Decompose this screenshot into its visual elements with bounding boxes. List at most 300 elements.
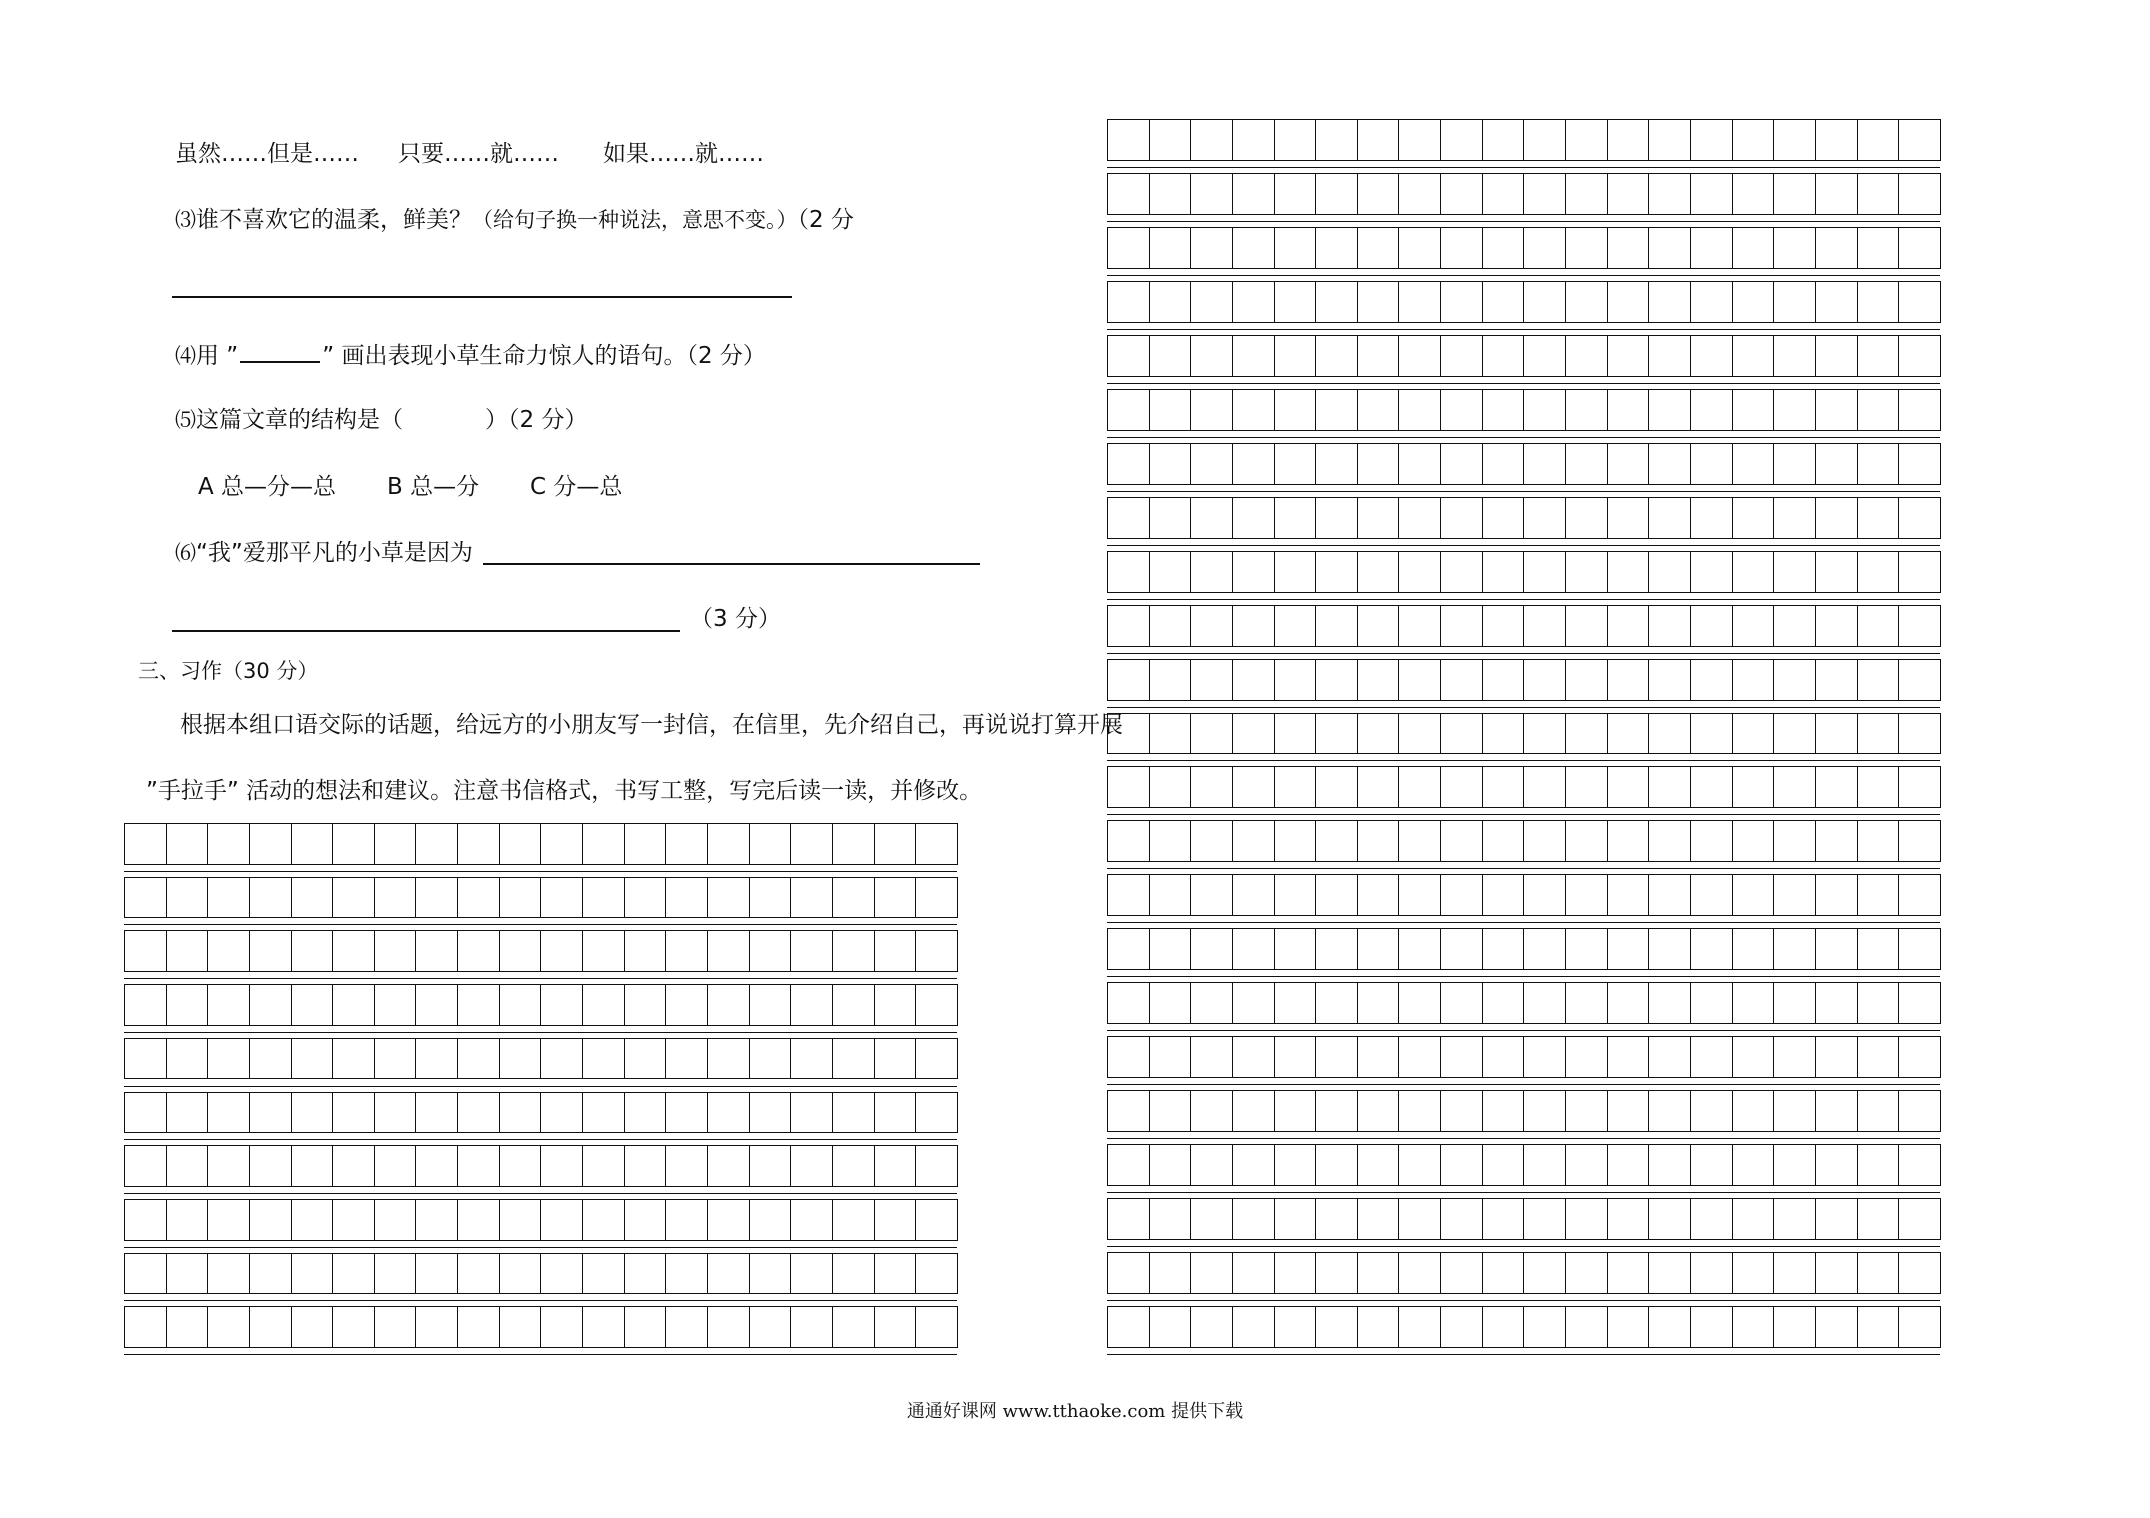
grid-cell[interactable] [1440, 605, 1483, 647]
grid-cell[interactable] [1648, 1090, 1691, 1132]
grid-cell[interactable] [291, 1306, 334, 1348]
grid-cell[interactable] [1357, 713, 1400, 755]
grid-cell[interactable] [1149, 713, 1192, 755]
grid-cell[interactable] [1190, 1144, 1233, 1186]
grid-cell[interactable] [1107, 1090, 1150, 1132]
grid-cell[interactable] [1523, 713, 1566, 755]
grid-cell[interactable] [582, 984, 625, 1026]
grid-cell[interactable] [207, 1253, 250, 1295]
writing-grid-left[interactable] [124, 823, 957, 1360]
grid-cell[interactable] [1482, 389, 1525, 431]
grid-cell[interactable] [665, 1253, 708, 1295]
grid-cell[interactable] [1857, 874, 1900, 916]
grid-cell[interactable] [1107, 227, 1150, 269]
grid-cell[interactable] [1523, 227, 1566, 269]
grid-cell[interactable] [1149, 173, 1192, 215]
grid-cell[interactable] [1773, 443, 1816, 485]
grid-cell[interactable] [874, 823, 917, 865]
grid-cell[interactable] [1648, 281, 1691, 323]
grid-cell[interactable] [1149, 605, 1192, 647]
grid-cell[interactable] [1107, 551, 1150, 593]
grid-cell[interactable] [1190, 281, 1233, 323]
grid-cell[interactable] [1440, 551, 1483, 593]
grid-cell[interactable] [1898, 1198, 1941, 1240]
grid-cell[interactable] [1898, 1036, 1941, 1078]
grid-cell[interactable] [790, 1199, 833, 1241]
grid-cell[interactable] [1482, 766, 1525, 808]
answer-line[interactable] [172, 630, 680, 632]
grid-cell[interactable] [457, 930, 500, 972]
grid-cell[interactable] [1232, 820, 1275, 862]
grid-cell[interactable] [1190, 1090, 1233, 1132]
grid-cell[interactable] [1440, 443, 1483, 485]
grid-cell[interactable] [1565, 928, 1608, 970]
grid-cell[interactable] [374, 984, 417, 1026]
grid-cell[interactable] [415, 823, 458, 865]
grid-cell[interactable] [665, 823, 708, 865]
grid-cell[interactable] [1607, 389, 1650, 431]
grid-cell[interactable] [1857, 119, 1900, 161]
grid-cell[interactable] [1648, 1036, 1691, 1078]
grid-cell[interactable] [1107, 605, 1150, 647]
grid-cell[interactable] [124, 984, 167, 1026]
grid-cell[interactable] [1315, 1036, 1358, 1078]
grid-cell[interactable] [1315, 713, 1358, 755]
grid-cell[interactable] [291, 877, 334, 919]
grid-cell[interactable] [624, 877, 667, 919]
grid-cell[interactable] [1107, 497, 1150, 539]
grid-cell[interactable] [832, 1253, 875, 1295]
grid-cell[interactable] [1523, 1198, 1566, 1240]
grid-cell[interactable] [291, 1253, 334, 1295]
grid-cell[interactable] [1107, 928, 1150, 970]
grid-cell[interactable] [1398, 389, 1441, 431]
grid-cell[interactable] [124, 1253, 167, 1295]
grid-cell[interactable] [707, 930, 750, 972]
grid-cell[interactable] [249, 1038, 292, 1080]
grid-cell[interactable] [1107, 443, 1150, 485]
grid-cell[interactable] [540, 823, 583, 865]
grid-cell[interactable] [1773, 766, 1816, 808]
grid-cell[interactable] [1607, 335, 1650, 377]
grid-cell[interactable] [1523, 1036, 1566, 1078]
grid-cell[interactable] [1648, 1198, 1691, 1240]
grid-cell[interactable] [1648, 928, 1691, 970]
grid-cell[interactable] [1732, 227, 1775, 269]
grid-cell[interactable] [1732, 713, 1775, 755]
grid-cell[interactable] [1107, 766, 1150, 808]
grid-cell[interactable] [1398, 928, 1441, 970]
grid-cell[interactable] [1648, 766, 1691, 808]
grid-cell[interactable] [1898, 1090, 1941, 1132]
grid-cell[interactable] [1190, 389, 1233, 431]
grid-cell[interactable] [1482, 443, 1525, 485]
grid-cell[interactable] [1315, 335, 1358, 377]
grid-cell[interactable] [1398, 874, 1441, 916]
grid-cell[interactable] [1773, 281, 1816, 323]
grid-cell[interactable] [1773, 1144, 1816, 1186]
answer-line[interactable] [172, 296, 792, 298]
grid-cell[interactable] [1565, 497, 1608, 539]
grid-cell[interactable] [1607, 1036, 1650, 1078]
grid-cell[interactable] [1149, 389, 1192, 431]
grid-cell[interactable] [1648, 173, 1691, 215]
grid-cell[interactable] [415, 1253, 458, 1295]
grid-cell[interactable] [1690, 281, 1733, 323]
grid-cell[interactable] [1357, 551, 1400, 593]
grid-cell[interactable] [1565, 1090, 1608, 1132]
grid-cell[interactable] [1898, 928, 1941, 970]
grid-cell[interactable] [1274, 443, 1317, 485]
grid-cell[interactable] [1732, 659, 1775, 701]
grid-cell[interactable] [1149, 1252, 1192, 1294]
grid-cell[interactable] [1482, 713, 1525, 755]
grid-cell[interactable] [1690, 227, 1733, 269]
grid-cell[interactable] [707, 877, 750, 919]
grid-cell[interactable] [1482, 874, 1525, 916]
grid-cell[interactable] [1482, 928, 1525, 970]
grid-cell[interactable] [207, 877, 250, 919]
grid-cell[interactable] [915, 1038, 958, 1080]
grid-cell[interactable] [1565, 659, 1608, 701]
grid-cell[interactable] [1440, 982, 1483, 1024]
grid-cell[interactable] [1315, 281, 1358, 323]
grid-cell[interactable] [749, 1306, 792, 1348]
grid-cell[interactable] [1274, 1090, 1317, 1132]
grid-cell[interactable] [1398, 1090, 1441, 1132]
grid-cell[interactable] [1565, 443, 1608, 485]
grid-cell[interactable] [1440, 173, 1483, 215]
grid-cell[interactable] [1107, 119, 1150, 161]
grid-cell[interactable] [1357, 1252, 1400, 1294]
grid-cell[interactable] [874, 1038, 917, 1080]
grid-cell[interactable] [1357, 982, 1400, 1024]
grid-cell[interactable] [707, 1253, 750, 1295]
grid-cell[interactable] [1773, 1036, 1816, 1078]
grid-cell[interactable] [874, 1145, 917, 1187]
grid-cell[interactable] [1607, 659, 1650, 701]
grid-cell[interactable] [1898, 982, 1941, 1024]
grid-cell[interactable] [707, 823, 750, 865]
grid-cell[interactable] [790, 1253, 833, 1295]
grid-cell[interactable] [790, 1306, 833, 1348]
grid-cell[interactable] [332, 1038, 375, 1080]
grid-cell[interactable] [249, 1092, 292, 1134]
grid-cell[interactable] [499, 1306, 542, 1348]
grid-cell[interactable] [1898, 820, 1941, 862]
grid-cell[interactable] [291, 930, 334, 972]
grid-cell[interactable] [1232, 1036, 1275, 1078]
grid-cell[interactable] [1190, 227, 1233, 269]
grid-cell[interactable] [124, 877, 167, 919]
grid-cell[interactable] [582, 823, 625, 865]
grid-cell[interactable] [1523, 874, 1566, 916]
grid-cell[interactable] [1149, 119, 1192, 161]
grid-cell[interactable] [1274, 281, 1317, 323]
grid-cell[interactable] [1440, 335, 1483, 377]
grid-cell[interactable] [291, 1145, 334, 1187]
grid-cell[interactable] [1523, 1144, 1566, 1186]
grid-cell[interactable] [1398, 659, 1441, 701]
grid-cell[interactable] [1149, 874, 1192, 916]
grid-cell[interactable] [1440, 659, 1483, 701]
grid-cell[interactable] [1482, 1306, 1525, 1348]
grid-cell[interactable] [1690, 1306, 1733, 1348]
grid-cell[interactable] [1898, 281, 1941, 323]
grid-cell[interactable] [749, 823, 792, 865]
grid-cell[interactable] [790, 930, 833, 972]
grid-cell[interactable] [374, 1038, 417, 1080]
grid-cell[interactable] [207, 1092, 250, 1134]
grid-cell[interactable] [332, 930, 375, 972]
grid-cell[interactable] [249, 1145, 292, 1187]
grid-cell[interactable] [1732, 1090, 1775, 1132]
grid-cell[interactable] [1523, 1252, 1566, 1294]
grid-cell[interactable] [207, 1145, 250, 1187]
grid-cell[interactable] [1690, 1198, 1733, 1240]
grid-cell[interactable] [291, 1092, 334, 1134]
grid-cell[interactable] [665, 1306, 708, 1348]
grid-cell[interactable] [1898, 497, 1941, 539]
grid-cell[interactable] [915, 1199, 958, 1241]
grid-cell[interactable] [499, 1145, 542, 1187]
grid-cell[interactable] [1357, 659, 1400, 701]
grid-cell[interactable] [1398, 281, 1441, 323]
grid-cell[interactable] [790, 1038, 833, 1080]
grid-cell[interactable] [1690, 605, 1733, 647]
grid-cell[interactable] [665, 930, 708, 972]
grid-cell[interactable] [1107, 1036, 1150, 1078]
grid-cell[interactable] [1690, 443, 1733, 485]
grid-cell[interactable] [624, 984, 667, 1026]
grid-cell[interactable] [1315, 1306, 1358, 1348]
grid-cell[interactable] [1732, 1252, 1775, 1294]
grid-cell[interactable] [832, 1145, 875, 1187]
grid-cell[interactable] [1398, 1198, 1441, 1240]
grid-cell[interactable] [1357, 281, 1400, 323]
grid-cell[interactable] [499, 1092, 542, 1134]
grid-cell[interactable] [624, 1306, 667, 1348]
grid-cell[interactable] [1482, 281, 1525, 323]
grid-cell[interactable] [1857, 766, 1900, 808]
grid-cell[interactable] [1274, 605, 1317, 647]
grid-cell[interactable] [249, 1306, 292, 1348]
grid-cell[interactable] [1857, 1090, 1900, 1132]
grid-cell[interactable] [1107, 659, 1150, 701]
grid-cell[interactable] [1815, 713, 1858, 755]
grid-cell[interactable] [1357, 874, 1400, 916]
grid-cell[interactable] [540, 1253, 583, 1295]
grid-cell[interactable] [1107, 1198, 1150, 1240]
grid-cell[interactable] [1898, 874, 1941, 916]
grid-cell[interactable] [1648, 1144, 1691, 1186]
grid-cell[interactable] [1815, 551, 1858, 593]
grid-cell[interactable] [1149, 1306, 1192, 1348]
grid-cell[interactable] [1398, 1036, 1441, 1078]
grid-cell[interactable] [1149, 1198, 1192, 1240]
grid-cell[interactable] [915, 1253, 958, 1295]
grid-cell[interactable] [1607, 1198, 1650, 1240]
grid-cell[interactable] [1232, 443, 1275, 485]
grid-cell[interactable] [832, 1038, 875, 1080]
grid-cell[interactable] [1815, 389, 1858, 431]
grid-cell[interactable] [1648, 1252, 1691, 1294]
grid-cell[interactable] [415, 1038, 458, 1080]
grid-cell[interactable] [1149, 281, 1192, 323]
grid-cell[interactable] [1398, 227, 1441, 269]
grid-cell[interactable] [457, 823, 500, 865]
grid-cell[interactable] [624, 1199, 667, 1241]
grid-cell[interactable] [1607, 874, 1650, 916]
grid-cell[interactable] [1648, 443, 1691, 485]
grid-cell[interactable] [874, 877, 917, 919]
grid-cell[interactable] [1482, 227, 1525, 269]
grid-cell[interactable] [374, 877, 417, 919]
grid-cell[interactable] [1315, 928, 1358, 970]
grid-cell[interactable] [1232, 281, 1275, 323]
grid-cell[interactable] [1107, 173, 1150, 215]
grid-cell[interactable] [1315, 766, 1358, 808]
grid-cell[interactable] [1357, 335, 1400, 377]
grid-cell[interactable] [374, 930, 417, 972]
grid-cell[interactable] [374, 1253, 417, 1295]
grid-cell[interactable] [1565, 173, 1608, 215]
grid-cell[interactable] [1149, 982, 1192, 1024]
grid-cell[interactable] [832, 984, 875, 1026]
grid-cell[interactable] [1648, 497, 1691, 539]
grid-cell[interactable] [582, 877, 625, 919]
grid-cell[interactable] [1440, 1306, 1483, 1348]
grid-cell[interactable] [1565, 389, 1608, 431]
grid-cell[interactable] [1232, 1252, 1275, 1294]
grid-cell[interactable] [1857, 1252, 1900, 1294]
grid-cell[interactable] [166, 1253, 209, 1295]
grid-cell[interactable] [1815, 119, 1858, 161]
grid-cell[interactable] [582, 930, 625, 972]
grid-cell[interactable] [1857, 1306, 1900, 1348]
grid-cell[interactable] [749, 1145, 792, 1187]
grid-cell[interactable] [1149, 1036, 1192, 1078]
grid-cell[interactable] [207, 1038, 250, 1080]
grid-cell[interactable] [1607, 551, 1650, 593]
grid-cell[interactable] [1773, 659, 1816, 701]
grid-cell[interactable] [1898, 713, 1941, 755]
grid-cell[interactable] [332, 823, 375, 865]
grid-cell[interactable] [540, 1306, 583, 1348]
grid-cell[interactable] [1815, 605, 1858, 647]
grid-cell[interactable] [499, 1199, 542, 1241]
grid-cell[interactable] [1107, 281, 1150, 323]
grid-cell[interactable] [1190, 713, 1233, 755]
grid-cell[interactable] [1357, 820, 1400, 862]
grid-cell[interactable] [1482, 1198, 1525, 1240]
grid-cell[interactable] [582, 1145, 625, 1187]
grid-cell[interactable] [1232, 227, 1275, 269]
grid-cell[interactable] [1107, 1306, 1150, 1348]
grid-cell[interactable] [1149, 335, 1192, 377]
grid-cell[interactable] [707, 1199, 750, 1241]
grid-cell[interactable] [1732, 1306, 1775, 1348]
grid-cell[interactable] [249, 823, 292, 865]
grid-cell[interactable] [1523, 497, 1566, 539]
grid-cell[interactable] [1440, 713, 1483, 755]
grid-cell[interactable] [124, 823, 167, 865]
grid-cell[interactable] [1274, 766, 1317, 808]
grid-cell[interactable] [1857, 659, 1900, 701]
grid-cell[interactable] [1232, 335, 1275, 377]
grid-cell[interactable] [1815, 1036, 1858, 1078]
grid-cell[interactable] [582, 1306, 625, 1348]
grid-cell[interactable] [332, 877, 375, 919]
grid-cell[interactable] [1690, 173, 1733, 215]
grid-cell[interactable] [1815, 1198, 1858, 1240]
grid-cell[interactable] [457, 1145, 500, 1187]
grid-cell[interactable] [457, 1199, 500, 1241]
grid-cell[interactable] [457, 1253, 500, 1295]
grid-cell[interactable] [1482, 982, 1525, 1024]
grid-cell[interactable] [707, 1092, 750, 1134]
grid-cell[interactable] [707, 1306, 750, 1348]
grid-cell[interactable] [1857, 1036, 1900, 1078]
grid-cell[interactable] [1690, 1036, 1733, 1078]
grid-cell[interactable] [582, 1253, 625, 1295]
grid-cell[interactable] [1690, 335, 1733, 377]
grid-cell[interactable] [1857, 605, 1900, 647]
grid-cell[interactable] [915, 877, 958, 919]
grid-cell[interactable] [665, 877, 708, 919]
grid-cell[interactable] [1107, 820, 1150, 862]
grid-cell[interactable] [457, 1306, 500, 1348]
grid-cell[interactable] [582, 1092, 625, 1134]
grid-cell[interactable] [1523, 766, 1566, 808]
grid-cell[interactable] [540, 1038, 583, 1080]
grid-cell[interactable] [415, 1199, 458, 1241]
grid-cell[interactable] [1274, 1306, 1317, 1348]
grid-cell[interactable] [1607, 119, 1650, 161]
grid-cell[interactable] [1898, 551, 1941, 593]
grid-cell[interactable] [1398, 1252, 1441, 1294]
grid-cell[interactable] [1857, 227, 1900, 269]
grid-cell[interactable] [1232, 659, 1275, 701]
grid-cell[interactable] [1815, 443, 1858, 485]
grid-cell[interactable] [1107, 1144, 1150, 1186]
grid-cell[interactable] [1773, 605, 1816, 647]
grid-cell[interactable] [1232, 1198, 1275, 1240]
grid-cell[interactable] [1773, 713, 1816, 755]
grid-cell[interactable] [1274, 551, 1317, 593]
grid-cell[interactable] [291, 984, 334, 1026]
grid-cell[interactable] [1607, 1090, 1650, 1132]
grid-cell[interactable] [1315, 820, 1358, 862]
grid-cell[interactable] [249, 1253, 292, 1295]
grid-cell[interactable] [457, 984, 500, 1026]
grid-cell[interactable] [1398, 551, 1441, 593]
grid-cell[interactable] [1732, 1144, 1775, 1186]
grid-cell[interactable] [124, 1145, 167, 1187]
grid-cell[interactable] [1690, 820, 1733, 862]
grid-cell[interactable] [832, 1199, 875, 1241]
grid-cell[interactable] [166, 877, 209, 919]
grid-cell[interactable] [1690, 928, 1733, 970]
grid-cell[interactable] [1732, 119, 1775, 161]
grid-cell[interactable] [1773, 335, 1816, 377]
grid-cell[interactable] [1690, 1144, 1733, 1186]
grid-cell[interactable] [1857, 1198, 1900, 1240]
grid-cell[interactable] [1565, 551, 1608, 593]
grid-cell[interactable] [1690, 982, 1733, 1024]
grid-cell[interactable] [457, 1038, 500, 1080]
grid-cell[interactable] [1648, 820, 1691, 862]
